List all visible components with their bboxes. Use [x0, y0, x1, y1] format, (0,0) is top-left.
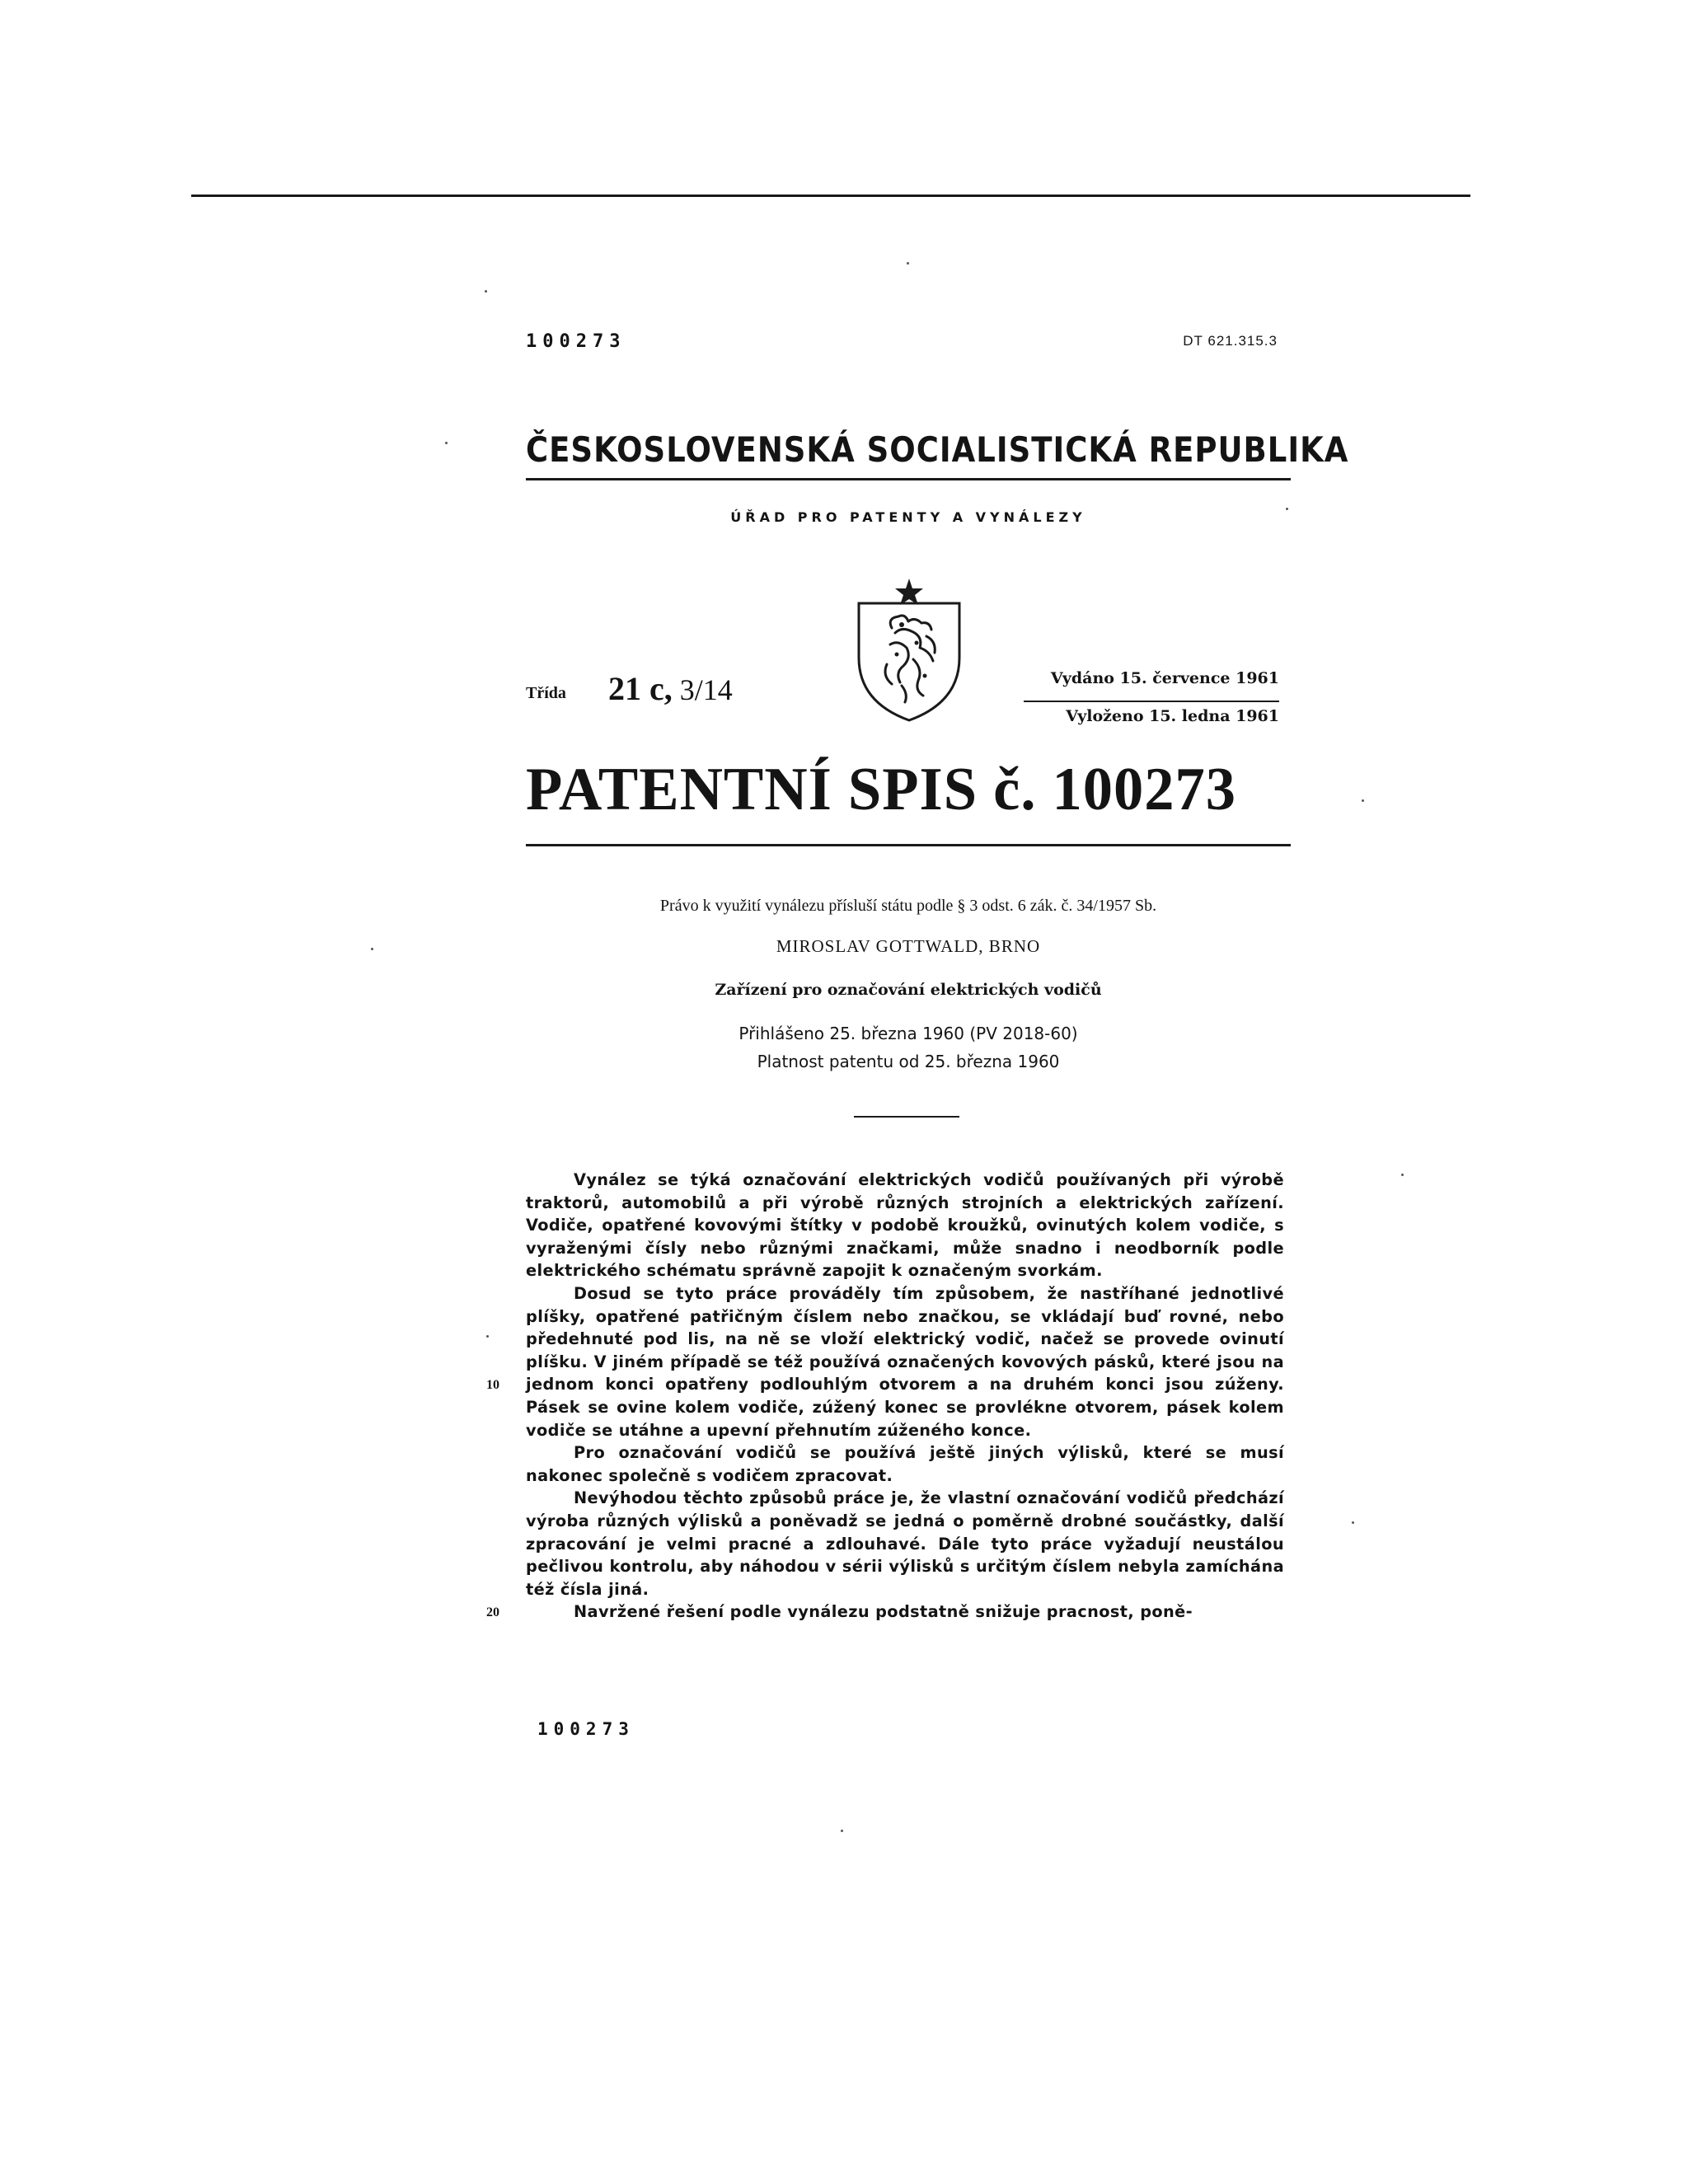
class-value-main: 21 c, — [608, 670, 673, 707]
top-horizontal-rule — [191, 194, 1470, 197]
rights-statement: Právo k využití vynálezu přísluší státu podle § 3 odst. 6 zák. č. 34/1957 Sb. — [659, 897, 1157, 915]
paragraph: Navržené řešení podle vynálezu podstatně snižuje pracnost, poně- — [574, 1602, 1193, 1622]
class-value-sub: 3/14 — [679, 673, 733, 706]
class-value — [608, 669, 733, 708]
filing-date: Přihlášeno 25. března 1960 (PV 2018-60) — [738, 1024, 1078, 1043]
scan-speck — [486, 1335, 489, 1338]
scan-speck — [907, 262, 909, 265]
separator-rule — [854, 1116, 959, 1118]
patent-page — [486, 313, 1349, 1764]
paragraph: Pro označování vodičů se používá ještě jiných výlisků, které se musí nakonec společně s vodičem zpracovat. — [526, 1443, 1284, 1485]
line-number-20: 20 — [486, 1605, 499, 1619]
paragraph: Dosud se tyto práce prováděly tím způsobem, že nastříhané jednotlivé plíšky, opatřené patřičným číslem nebo značkou, se vkládají buď rovné, nebo předehnuté pod lis, na ně se vloží elektrický vodič, načež se provede ovinutí plíšku. V jiném případě se též používá označených kovových pásků, které jsou na jednom konci opatřeny podlouhlým otvorem a na druhém konci jsou zúženy. Pásek se ovine kolem vodiče, zúžený konec se provlékne otvorem, pásek kolem vodiče se utáhne a upevní přehnutím zúženého konce. — [526, 1283, 1284, 1440]
patent-title: PATENTNÍ SPIS č. 100273 — [526, 756, 1236, 823]
republic-rule — [526, 478, 1291, 480]
invention-title: Zařízení pro označování elektrických vodičů — [715, 981, 1102, 999]
paragraph: Nevýhodou těchto způsobů práce je, že vlastní označování vodičů předchází výroba různých výlisků a poněvadž se jedná o poměrně drobné součástky, další zpracování je velmi pracné a zdlouhavé. Dále tyto práce vyžadují neustálou pečlivou kontrolu, aby náhodou v sérii výlisků s určitým číslem nebyla zamíchána též čísla jiná. — [526, 1488, 1284, 1599]
title-rule — [526, 844, 1291, 846]
patent-office-heading: ÚŘAD PRO PATENTY A VYNÁLEZY — [730, 509, 1086, 525]
issued-date: Vydáno 15. července 1961 — [1050, 669, 1279, 687]
scan-speck — [485, 290, 487, 293]
patent-validity: Platnost patentu od 25. března 1960 — [757, 1052, 1060, 1071]
scan-speck — [1401, 1174, 1404, 1176]
inventor-name: MIROSLAV GOTTWALD, BRNO — [776, 936, 1041, 956]
scan-speck — [1362, 799, 1364, 802]
document-number-top: 100273 — [526, 331, 626, 352]
patent-body-text — [526, 1169, 1284, 1624]
issued-rule — [1024, 701, 1279, 702]
document-number-bottom: 100273 — [537, 1719, 635, 1739]
class-label: Třída — [526, 684, 566, 702]
state-emblem-icon — [854, 579, 964, 724]
dt-classification-code: DT 621.315.3 — [1183, 333, 1278, 349]
scan-speck — [1286, 508, 1288, 510]
scan-speck — [841, 1830, 843, 1832]
scan-speck — [371, 948, 373, 950]
line-number-10: 10 — [486, 1378, 499, 1392]
paragraph: Vynález se týká označování elektrických vodičů používaných při výrobě traktorů, automobilů a při výrobě různých strojních a elektrických zařízení. Vodiče, opatřené kovovými štítky v podobě kroužků, ovinutých kolem vodiče, s vyraženými čísly nebo různými značkami, může snadno i neodborník podle elektrického schématu správně zapojit k označeným svorkám. — [526, 1170, 1284, 1281]
scan-speck — [445, 442, 448, 444]
scan-speck — [1352, 1521, 1354, 1524]
laid-out-date: Vyloženo 15. ledna 1961 — [1066, 707, 1279, 725]
republic-heading: ČESKOSLOVENSKÁ SOCIALISTICKÁ REPUBLIKA — [526, 430, 1349, 471]
